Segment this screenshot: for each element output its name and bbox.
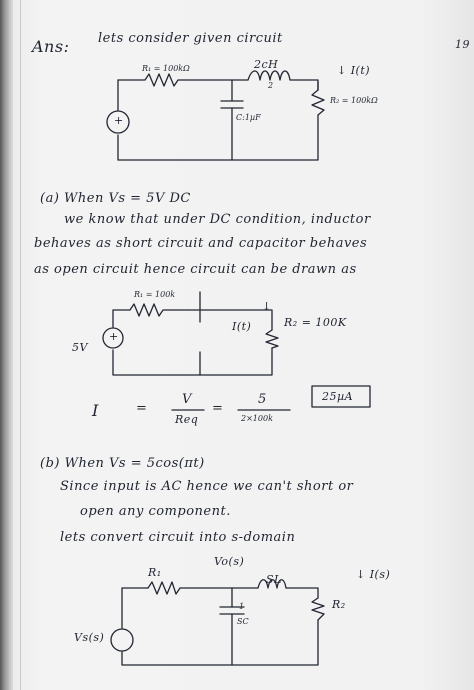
c2-source-label: 5V <box>72 341 88 354</box>
c1-current-label: ↓ I(t) <box>337 64 371 77</box>
circuit-3 <box>111 580 324 665</box>
intro-text: lets consider given circuit <box>98 31 283 46</box>
c3-cap-one: 1 <box>239 602 245 611</box>
c1-r1-label: R₁ = 100kΩ <box>142 64 190 73</box>
part-b-heading: (b) When Vs = 5cos(πt) <box>40 456 205 471</box>
formula-i: I <box>92 401 99 420</box>
c2-r2-resistor <box>266 330 278 348</box>
c1-l-label: 2cH <box>254 58 279 71</box>
c2-current-label: I(t) <box>232 320 252 333</box>
part-a-line2: behaves as short circuit and capacitor behaves <box>34 236 368 251</box>
c3-sl-label: SL <box>266 573 282 586</box>
c1-r2-label: R₂ = 100kΩ <box>330 96 378 105</box>
part-b-line1: Since input is AC hence we can't short or <box>60 479 354 494</box>
formula-eq2: = <box>212 401 224 416</box>
c2-source-sign: + <box>109 330 119 343</box>
formula-v: V <box>182 392 192 407</box>
c3-r2-label: R₂ <box>332 598 346 611</box>
c1-r1-resistor <box>118 74 232 86</box>
c3-source-label: Vs(s) <box>74 631 105 644</box>
formula-eq1: = <box>136 401 148 416</box>
c1-left-wire <box>118 80 318 160</box>
answer-label: Ans: <box>32 37 70 56</box>
c3-r2-resistor <box>312 598 324 620</box>
circuit-2 <box>103 292 278 375</box>
c1-source-sign: + <box>114 114 124 127</box>
part-a-heading: (a) When Vs = 5V DC <box>40 191 191 206</box>
formula-denominator: 2×100k <box>241 414 273 423</box>
c3-r1-label: R₁ <box>148 566 162 579</box>
c1-l-sub: 2 <box>268 81 274 90</box>
part-a-line3: as open circuit hence circuit can be drawn as <box>34 262 357 277</box>
c1-cap-label: C:1µF <box>236 113 261 122</box>
c3-wires <box>122 588 318 665</box>
part-b-line3: lets convert circuit into s-domain <box>60 530 296 545</box>
c3-r1-resistor <box>148 582 180 594</box>
c1-r2-resistor <box>312 90 324 115</box>
part-b-line2: open any component. <box>80 504 231 519</box>
circuit-1 <box>107 71 324 160</box>
formula-req: Req <box>175 413 199 426</box>
formula-result: 25µA <box>322 390 354 403</box>
part-a-line1: we know that under DC condition, inductor <box>64 212 371 227</box>
c1-inductor <box>232 71 318 90</box>
c3-source <box>111 629 133 651</box>
c3-cap-sc: SC <box>237 617 249 626</box>
c2-r2-label: R₂ = 100K <box>284 316 347 329</box>
c3-vo-label: Vo(s) <box>214 555 245 568</box>
formula-five: 5 <box>258 392 267 407</box>
c2-current-arrow: ↓ <box>262 300 272 313</box>
c3-current-label: ↓ I(s) <box>356 568 391 581</box>
c2-r1-resistor <box>130 304 188 316</box>
c2-r1-label: R₁ = 100k <box>134 290 176 299</box>
page-number: 19 <box>455 38 470 51</box>
